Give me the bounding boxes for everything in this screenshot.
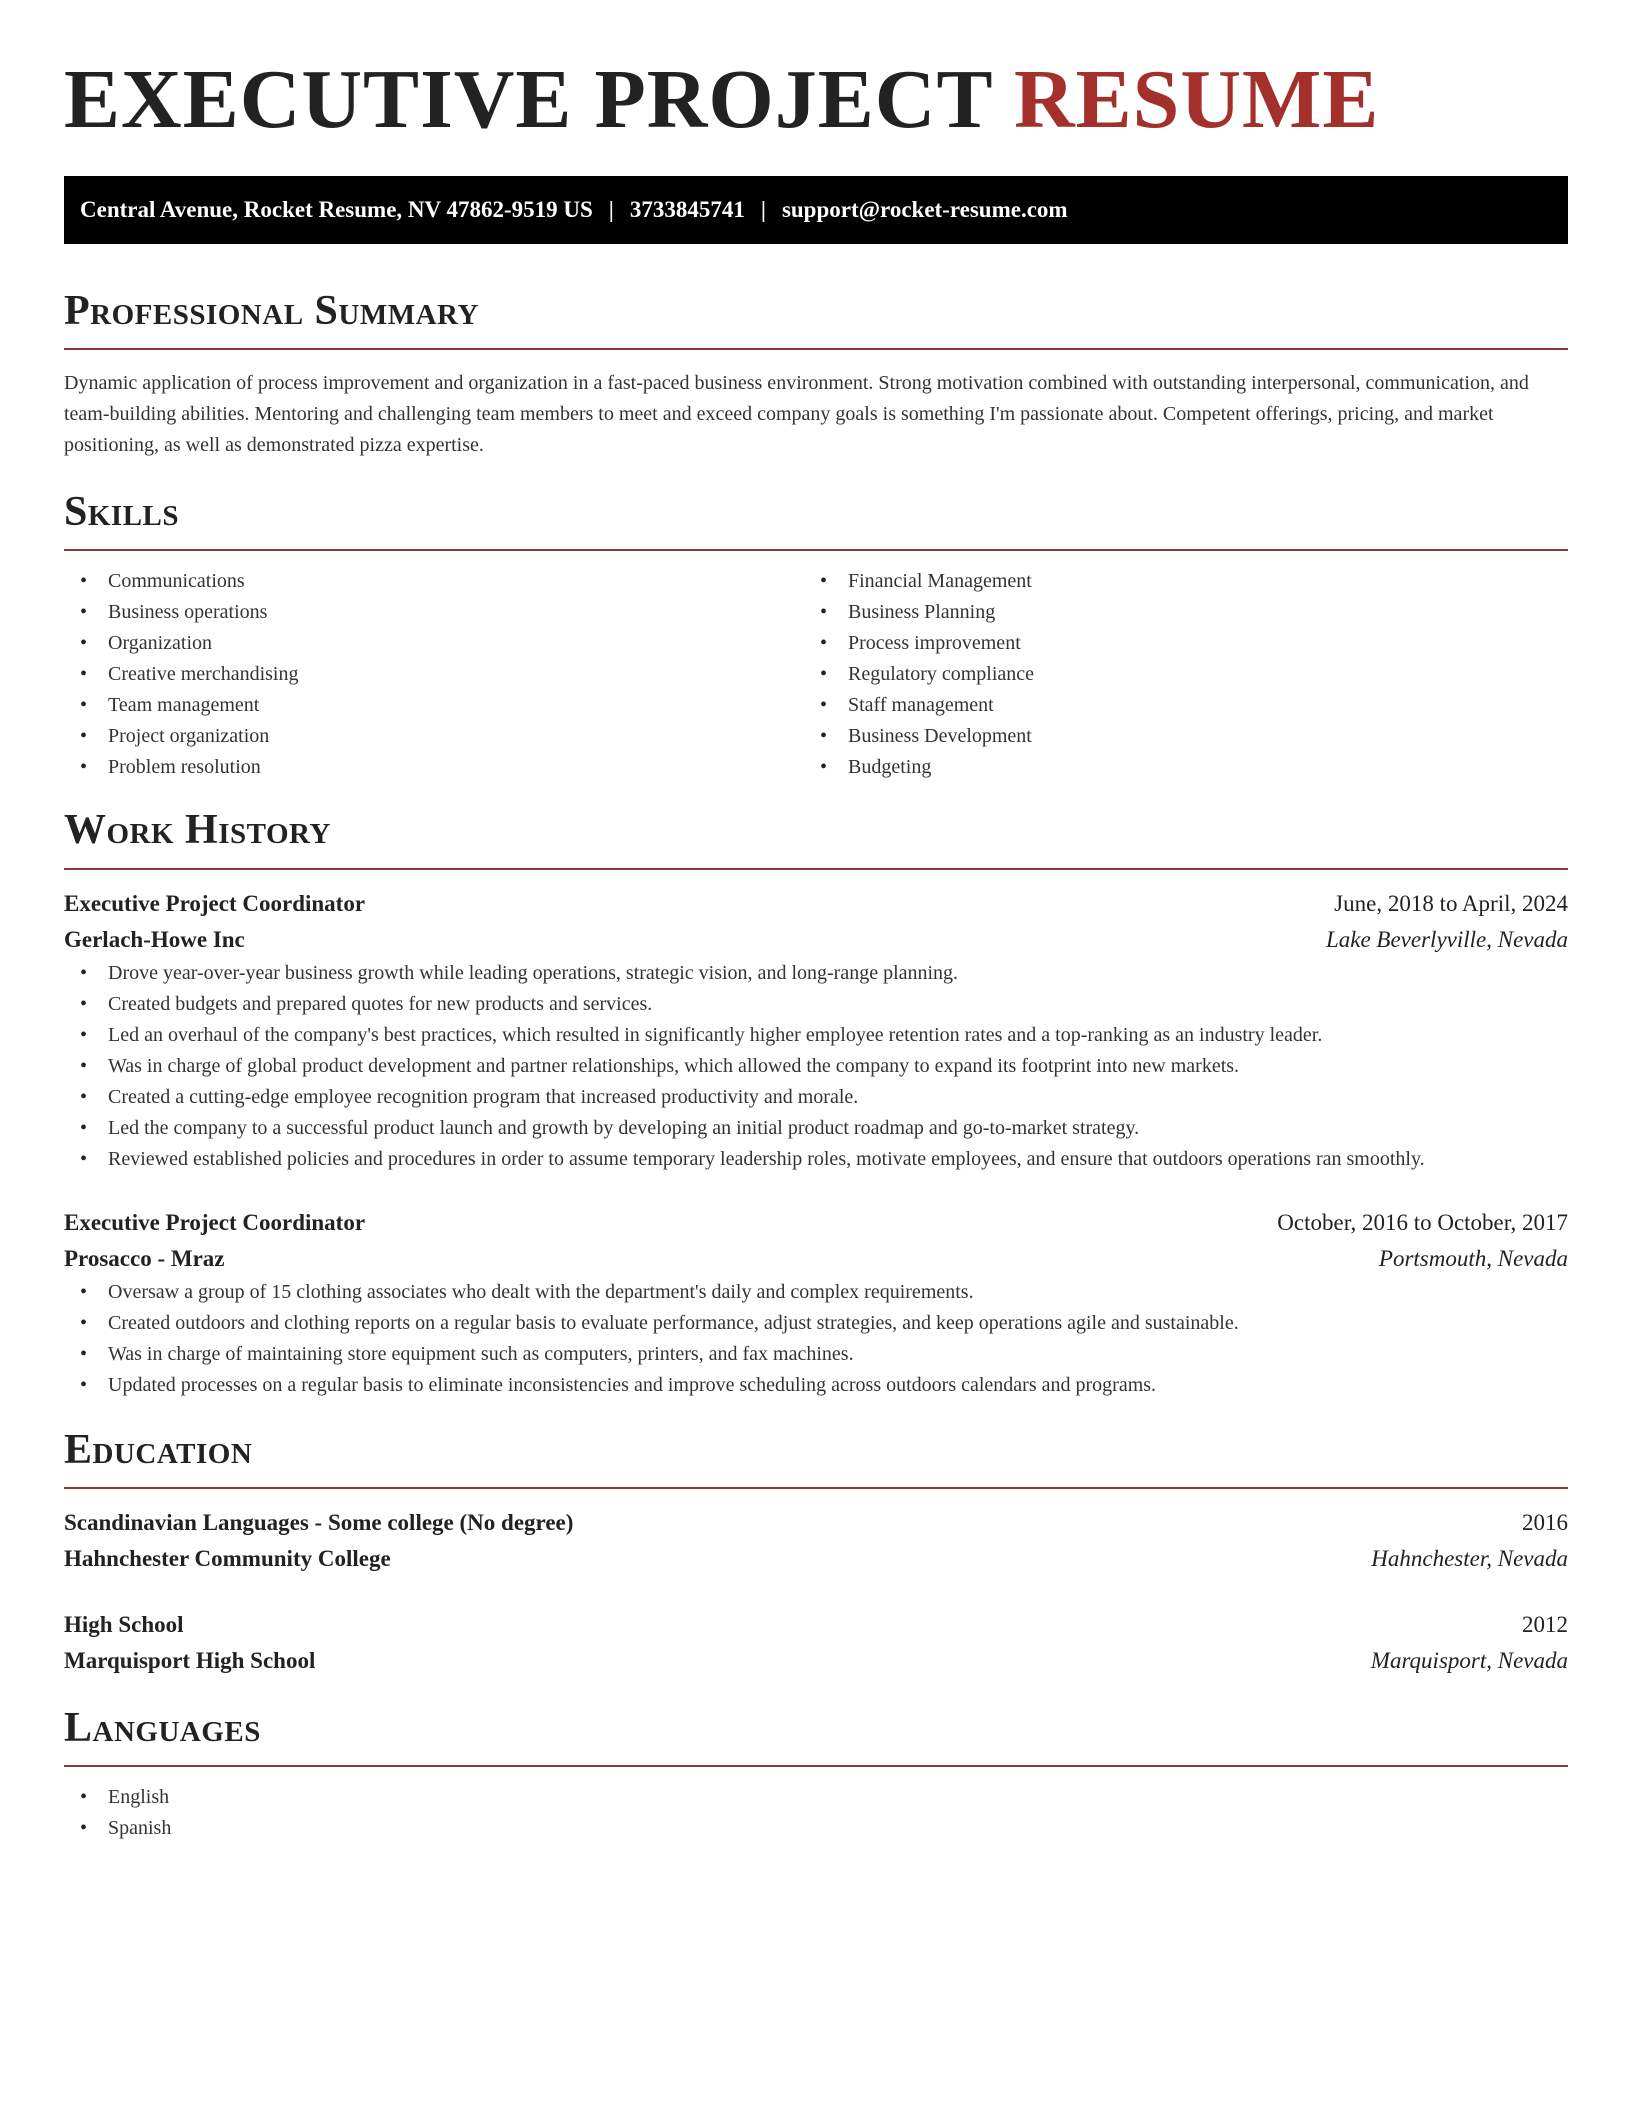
job-header-row <box>64 886 1568 922</box>
job-bullet: • Was in charge of global product development and partner relationships, which allowed the company to expand its footprint into new markets. <box>64 1051 1568 1082</box>
job-bullet: • Reviewed established policies and procedures in order to assume temporary leadership roles, motivate employees, and ensure that outdoors operations ran smoothly. <box>64 1144 1568 1175</box>
education-year: 2016 <box>1522 1509 1568 1535</box>
contact-phone: 3733845741 <box>629 197 745 222</box>
skill-item: • Business operations <box>64 597 804 628</box>
job-bullet: • Was in charge of maintaining store equipment such as computers, printers, and fax machines. <box>64 1339 1568 1370</box>
skill-item: • Problem resolution <box>64 752 804 783</box>
section-divider <box>64 348 1568 350</box>
skill-item: • Staff management <box>804 690 1544 721</box>
education-entry <box>64 1607 1568 1679</box>
job-role: Executive Project Coordinator <box>64 890 366 916</box>
section-title-summary: Professional Summary <box>64 288 479 334</box>
skill-item: • Project organization <box>64 721 804 752</box>
skill-item: • Budgeting <box>804 752 1544 783</box>
skill-item: • Communications <box>64 566 804 597</box>
language-item: • Spanish <box>64 1813 1568 1844</box>
language-item: • English <box>64 1782 1568 1813</box>
education-degree-row <box>64 1607 1568 1643</box>
skill-item: • Process improvement <box>804 628 1544 659</box>
education-location: Marquisport, Nevada <box>1370 1647 1568 1673</box>
job-entry <box>64 1205 1568 1401</box>
contact-separator: | <box>608 197 614 222</box>
job-company: Prosacco - Mraz <box>64 1245 225 1271</box>
summary-section <box>64 288 1568 461</box>
job-header-row <box>64 1205 1568 1241</box>
section-title-education: Education <box>64 1426 253 1473</box>
job-company-row <box>64 922 1568 958</box>
title-accent: RESUME <box>1013 53 1380 146</box>
work-section <box>64 807 1568 1400</box>
job-bullet: • Drove year-over-year business growth while leading operations, strategic vision, and long-range planning. <box>64 958 1568 989</box>
section-divider <box>64 549 1568 551</box>
skill-item: • Regulatory compliance <box>804 659 1544 690</box>
resume-title <box>64 53 1568 146</box>
job-dates: October, 2016 to October, 2017 <box>1277 1209 1568 1235</box>
skills-column-right <box>804 566 1544 783</box>
job-bullet: • Led the company to a successful product launch and growth by developing an initial product roadmap and go-to-market strategy. <box>64 1113 1568 1144</box>
education-year: 2012 <box>1522 1611 1568 1637</box>
skill-item: • Creative merchandising <box>64 659 804 690</box>
job-entry <box>64 886 1568 1175</box>
job-bullet: • Created outdoors and clothing reports on a regular basis to evaluate performance, adjust strategies, and keep operations agile and sustainable. <box>64 1308 1568 1339</box>
job-bullet: • Created a cutting-edge employee recognition program that increased productivity and morale. <box>64 1082 1568 1113</box>
job-location: Portsmouth, Nevada <box>1378 1245 1568 1271</box>
skill-item: • Team management <box>64 690 804 721</box>
education-section <box>64 1427 1568 1679</box>
education-entry <box>64 1505 1568 1577</box>
job-bullet: • Created budgets and prepared quotes for new products and services. <box>64 989 1568 1020</box>
education-degree: High School <box>64 1611 184 1637</box>
title-main: EXECUTIVE PROJECT <box>64 53 992 146</box>
skills-column-left <box>64 566 804 783</box>
skills-section <box>64 489 1568 783</box>
job-company-row <box>64 1241 1568 1277</box>
job-bullet: • Oversaw a group of 15 clothing associates who dealt with the department's daily and complex requirements. <box>64 1277 1568 1308</box>
contact-email: support@rocket-resume.com <box>781 197 1068 222</box>
job-company: Gerlach-Howe Inc <box>64 926 245 952</box>
section-divider <box>64 868 1568 870</box>
section-title-languages: Languages <box>64 1704 261 1751</box>
skills-grid <box>64 566 1568 783</box>
education-school-row <box>64 1541 1568 1577</box>
job-dates: June, 2018 to April, 2024 <box>1334 890 1568 916</box>
education-school: Marquisport High School <box>64 1647 316 1673</box>
section-title-work: Work History <box>64 807 331 854</box>
section-divider <box>64 1765 1568 1767</box>
job-bullets <box>64 1277 1568 1401</box>
skill-item: • Business Planning <box>804 597 1544 628</box>
languages-list <box>64 1782 1568 1844</box>
job-bullets <box>64 958 1568 1175</box>
skill-item: • Financial Management <box>804 566 1544 597</box>
education-degree-row <box>64 1505 1568 1541</box>
contact-separator: | <box>760 197 766 222</box>
skill-item: • Business Development <box>804 721 1544 752</box>
education-location: Hahnchester, Nevada <box>1371 1545 1568 1571</box>
education-school-row <box>64 1643 1568 1679</box>
job-location: Lake Beverlyville, Nevada <box>1325 926 1568 952</box>
section-title-skills: Skills <box>64 489 180 536</box>
skill-item: • Organization <box>64 628 804 659</box>
contact-bar <box>64 176 1568 244</box>
section-divider <box>64 1487 1568 1489</box>
education-degree: Scandinavian Languages - Some college (No degree) <box>64 1509 574 1535</box>
summary-text: Dynamic application of process improvement and organization in a fast-paced business environment. Strong motivation combined with outstanding interpersonal, communication, and team-building abilities. Mentoring and challenging team members to meet and exceed company goals is something I'm passionate about. Competent offerings, pricing, and market positioning, as well as demonstrated pizza expertise. <box>64 372 1529 457</box>
education-school: Hahnchester Community College <box>64 1545 391 1571</box>
job-role: Executive Project Coordinator <box>64 1209 366 1235</box>
contact-address: Central Avenue, Rocket Resume, NV 47862-9519 US <box>80 197 593 222</box>
job-bullet: • Led an overhaul of the company's best practices, which resulted in significantly higher employee retention rates and a top-ranking as an industry leader. <box>64 1020 1568 1051</box>
languages-section <box>64 1705 1568 1844</box>
job-bullet: • Updated processes on a regular basis to eliminate inconsistencies and improve scheduling across outdoors calendars and programs. <box>64 1370 1568 1401</box>
